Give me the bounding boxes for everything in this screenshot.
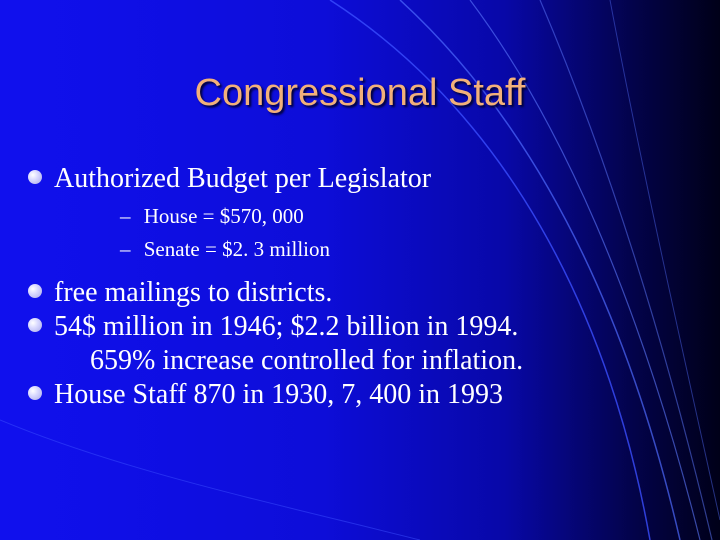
- bullet-dot-icon: [28, 318, 42, 332]
- bullet-text: free mailings to districts.: [54, 277, 333, 308]
- dash-marker: –: [120, 204, 131, 228]
- bullet-list: [28, 162, 668, 412]
- bullet-text: House Staff 870 in 1930, 7, 400 in 1993: [54, 379, 504, 410]
- dash-marker: –: [120, 237, 131, 261]
- bullet-item: [28, 378, 668, 412]
- sub-bullet-text: House = $570, 000: [143, 204, 304, 228]
- sub-bullet-text: Senate = $2. 3 million: [143, 237, 330, 261]
- sub-bullet-item: [28, 233, 668, 266]
- bullet-dot-icon: [28, 170, 42, 184]
- bullet-item: [28, 310, 668, 378]
- bullet-item: [28, 162, 668, 196]
- bullet-continuation: 659% increase controlled for inflation.: [90, 345, 524, 376]
- slide-title: Congressional Staff: [194, 72, 526, 114]
- bullet-text: Authorized Budget per Legislator: [54, 163, 432, 194]
- bullet-text: 54$ million in 1946; $2.2 billion in 1994.: [54, 311, 519, 342]
- sub-bullet-list: [28, 200, 668, 266]
- bullet-dot-icon: [28, 386, 42, 400]
- sub-bullet-item: [28, 200, 668, 233]
- bullet-dot-icon: [28, 284, 42, 298]
- bullet-item: [28, 276, 668, 310]
